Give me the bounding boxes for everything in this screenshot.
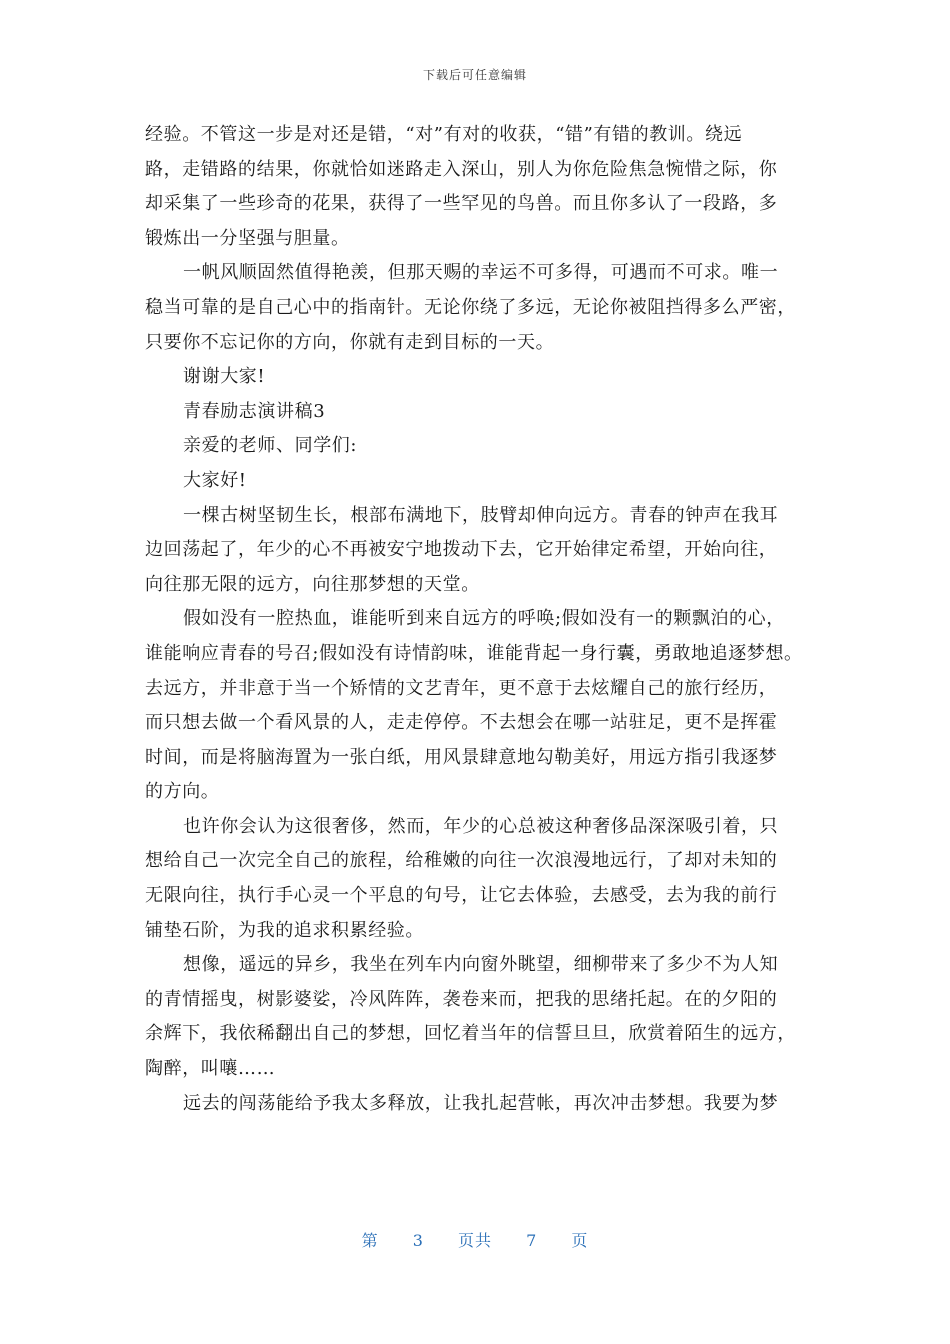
- section-heading: 青春励志演讲稿3: [183, 400, 326, 422]
- text-line: 边回荡起了，年少的心不再被安宁地拨动下去，它开始律定希望，开始向往，: [145, 539, 778, 561]
- text-line: 而只想去做一个看风景的人，走走停停。不去想会在哪一站驻足，更不是挥霍: [145, 712, 778, 734]
- page-number-footer: [0, 1228, 950, 1251]
- current-page-number: 3: [412, 1231, 424, 1250]
- text-line: 只要你不忘记你的方向，你就有走到目标的一天。: [145, 331, 555, 353]
- text-line: 时间，而是将脑海置为一张白纸，用风景肆意地勾勒美好，用远方指引我逐梦: [145, 746, 778, 768]
- text-line: 无限向往，执行手心灵一个平息的句号，让它去体验，去感受，去为我的前行: [145, 885, 778, 907]
- text-line: 铺垫石阶，为我的追求积累经验。: [145, 919, 424, 941]
- text-line: 远去的闯荡能给予我太多释放，让我扎起营帐，再次冲击梦想。我要为梦: [183, 1092, 779, 1114]
- greeting: 大家好!: [183, 469, 247, 491]
- text-line: 路，走错路的结果，你就恰如迷路走入深山，别人为你危险焦急惋惜之际，你: [145, 158, 778, 180]
- footer-prefix: 第: [361, 1231, 379, 1250]
- text-line: 陶醉，叫嚷……: [145, 1058, 276, 1080]
- footer-middle: 页共: [457, 1231, 492, 1250]
- text-line: 想像，遥远的异乡，我坐在列车内向窗外眺望，细柳带来了多少不为人知: [183, 954, 779, 976]
- text-line: 一帆风顺固然值得艳羡，但那天赐的幸运不可多得，可遇而不可求。唯一: [183, 262, 779, 284]
- text-line: 余辉下，我依稀翻出自己的梦想，回忆着当年的信誓旦旦，欣赏着陌生的远方，: [145, 1023, 796, 1045]
- total-pages-number: 7: [526, 1231, 538, 1250]
- text-line: 的方向。: [145, 781, 220, 803]
- header-note: 下载后可任意编辑: [422, 68, 527, 82]
- text-line: 去远方，并非意于当一个矫情的文艺青年，更不意于去炫耀自己的旅行经历，: [145, 677, 778, 699]
- salutation: 亲爱的老师、同学们:: [183, 435, 358, 457]
- footer-suffix: 页: [571, 1231, 589, 1250]
- text-line: 一棵古树坚韧生长，根部布满地下，肢臂却伸向远方。青春的钟声在我耳: [183, 504, 779, 526]
- text-line: 谢谢大家!: [183, 366, 266, 388]
- text-line: 也许你会认为这很奢侈，然而，年少的心总被这种奢侈品深深吸引着，只: [183, 815, 779, 837]
- text-line: 想给自己一次完全自己的旅程，给稚嫩的向往一次浪漫地远行，了却对未知的: [145, 850, 778, 872]
- text-line: 经验。不管这一步是对还是错，“对”有对的收获，“错”有错的教训。绕远: [145, 124, 743, 145]
- text-line: 向往那无限的远方，向往那梦想的天堂。: [145, 573, 480, 595]
- text-line: 却采集了一些珍奇的花果，获得了一些罕见的鸟兽。而且你多认了一段路，多: [145, 193, 778, 215]
- text-line: 稳当可靠的是自己心中的指南针。无论你绕了多远，无论你被阻挡得多么严密，: [145, 296, 796, 318]
- text-line: 假如没有一腔热血，谁能听到来自远方的呼唤;假如没有一的颗飘泊的心，: [183, 608, 785, 630]
- text-line: 锻炼出一分坚强与胆量。: [145, 227, 350, 249]
- text-line: 谁能响应青春的号召;假如没有诗情韵味，谁能背起一身行囊，勇敢地追逐梦想。: [145, 642, 803, 664]
- document-body: [145, 118, 815, 1121]
- text-line: 的青情摇曳，树影婆娑，冷风阵阵，袭卷来而，把我的思绪托起。在的夕阳的: [145, 988, 778, 1010]
